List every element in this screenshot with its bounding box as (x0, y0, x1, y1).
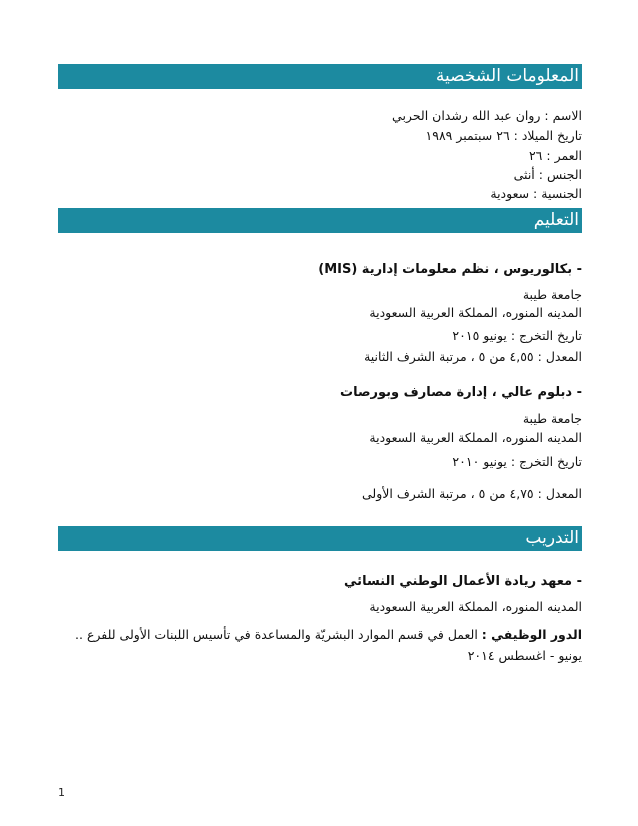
education-heading: التعليم (58, 208, 582, 233)
university-name: جامعة طيبة (522, 287, 582, 302)
degree-title: - بكالوريوس ، نظم معلومات إدارية (MIS) (318, 262, 582, 277)
training-title: - معهد ريادة الأعمال الوطني النسائي (344, 574, 582, 589)
nationality-line: الجنسية : سعودية (490, 186, 582, 201)
gpa-line: المعدل : ٤,٧٥ من ٥ ، مرتبة الشرف الأولى (362, 486, 582, 501)
graduation-date: تاريخ التخرج : يونيو ٢٠١٠ (452, 454, 582, 469)
training-period: يونيو - اغسطس ٢٠١٤ (467, 648, 582, 663)
gpa-line: المعدل : ٤,٥٥ من ٥ ، مرتبة الشرف الثانية (364, 349, 582, 364)
training-role (75, 627, 582, 643)
training-heading: التدريب (58, 526, 582, 551)
name-line: الاسم : روان عبد الله رشدان الحربي (392, 108, 582, 123)
university-location: المدينه المنوره، المملكة العربية السعودية (369, 430, 582, 445)
university-name: جامعة طيبة (522, 411, 582, 426)
gender-line: الجنس : أنثى (513, 167, 582, 182)
university-location: المدينه المنوره، المملكة العربية السعودية (369, 305, 582, 320)
age-line: العمر : ٢٦ (528, 148, 582, 163)
birth-date-line: تاريخ الميلاد : ٢٦ سبتمبر ١٩٨٩ (425, 128, 582, 143)
graduation-date: تاريخ التخرج : يونيو ٢٠١٥ (452, 328, 582, 343)
training-location: المدينه المنوره، المملكة العربية السعودية (369, 599, 582, 614)
page-number: 1 (58, 786, 65, 799)
role-description: العمل في قسم الموارد البشريّة والمساعدة في تأسيس اللبنات الأولى للفرع .. (75, 627, 482, 642)
degree-title: - دبلوم عالي ، إدارة مصارف وبورصات (340, 385, 582, 400)
personal-info-heading: المعلومات الشخصية (58, 64, 582, 89)
role-label: الدور الوظيفي : (481, 627, 582, 642)
